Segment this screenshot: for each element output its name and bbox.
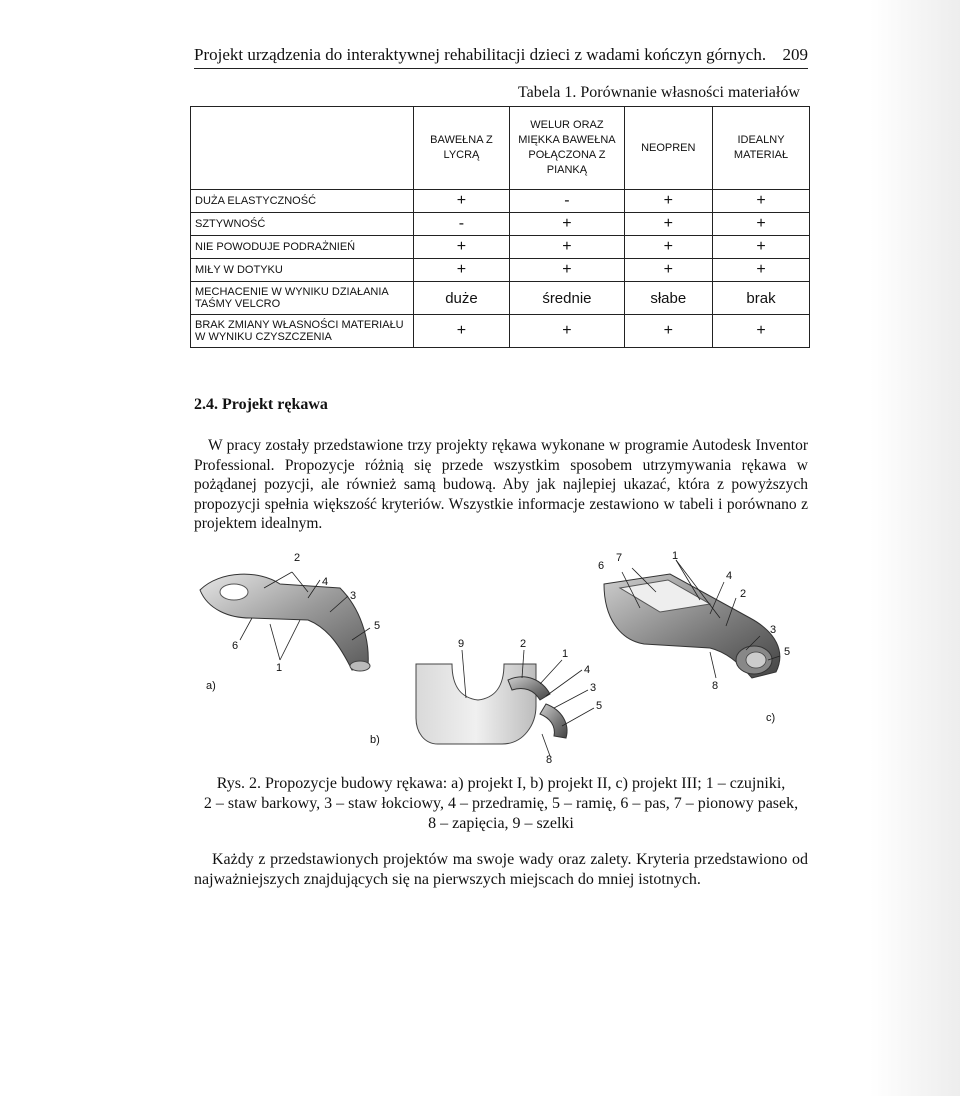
caption-line-3: 8 – zapięcia, 9 – szelki: [428, 815, 574, 832]
figure-drawing: [190, 548, 810, 770]
label-c-4: 4: [726, 570, 733, 582]
table-cell: średnie: [510, 282, 624, 315]
panel-b-letter: b): [370, 734, 380, 746]
label-c-7: 7: [616, 552, 623, 564]
label-b-5: 5: [596, 700, 603, 712]
table-cell: +: [413, 259, 510, 282]
label-c-6: 6: [598, 560, 605, 572]
figure-caption: [194, 774, 808, 834]
table-header-row: [191, 107, 810, 190]
panel-b-drawing: [416, 650, 597, 756]
label-a-2: 2: [294, 552, 301, 564]
header-cell-velour: WELUR ORAZ MIĘKKA BAWEŁNA POŁĄCZONA Z PIANKĄ: [510, 107, 624, 190]
table-cell: +: [713, 259, 810, 282]
header-cell-lycra: BAWEŁNA Z LYCRĄ: [413, 107, 510, 190]
table-cell: +: [624, 259, 713, 282]
page-number: 209: [782, 45, 808, 64]
label-c-1: 1: [672, 550, 679, 562]
panel-a-letter: a): [206, 680, 216, 692]
table-cell: +: [413, 236, 510, 259]
table-row: [191, 315, 810, 348]
table-cell: duże: [413, 282, 510, 315]
table-cell: słabe: [624, 282, 713, 315]
table-cell: +: [510, 213, 624, 236]
table-row: [191, 213, 810, 236]
table-cell: +: [413, 315, 510, 348]
table-cell: +: [713, 190, 810, 213]
header-cell-empty: [191, 107, 414, 190]
row-label: MIŁY W DOTYKU: [191, 259, 414, 282]
label-b-9: 9: [458, 638, 465, 650]
label-a-4: 4: [322, 576, 329, 588]
caption-line-1: Rys. 2. Propozycje budowy rękawa: a) projekt I, b) projekt II, c) projekt III; 1 – czujniki,: [216, 775, 786, 792]
paragraph-text: W pracy zostały przedstawione trzy projekty rękawa wykonane w programie Autodesk Inventor Professional. Propozycje różnią się przede wszystkim sposobem utrzymywania rękawa w pożądanej pozycji, ale również samą budową. Aby jak najlepiej ukazać, która z powyższych propozycji spełnia większość kryteriów. Wszystkie informacje zestawiono w tabeli i porównano z projektem idealnym.: [194, 437, 808, 532]
closing-paragraph: [194, 850, 808, 890]
row-label: NIE POWODUJE PODRAŻNIEŃ: [191, 236, 414, 259]
label-c-8: 8: [712, 680, 719, 692]
table-row: [191, 282, 810, 315]
row-label: DUŻA ELASTYCZNOŚĆ: [191, 190, 414, 213]
table-row: [191, 236, 810, 259]
table-cell: +: [713, 236, 810, 259]
table-cell: -: [413, 213, 510, 236]
label-b-8: 8: [546, 754, 553, 766]
label-b-2: 2: [520, 638, 527, 650]
label-c-5: 5: [784, 646, 791, 658]
panel-a-drawing: [200, 572, 370, 671]
table-cell: +: [713, 315, 810, 348]
sleeve-designs-figure: [190, 548, 810, 770]
running-header: [194, 44, 808, 69]
table-cell: +: [510, 259, 624, 282]
scan-edge-shadow: [870, 0, 960, 1096]
table-cell: +: [624, 190, 713, 213]
row-label: SZTYWNOŚĆ: [191, 213, 414, 236]
table-caption: Tabela 1. Porównanie własności materiałów: [518, 84, 800, 101]
label-a-6: 6: [232, 640, 239, 652]
paragraph-text: Każdy z przedstawionych projektów ma swoje wady oraz zalety. Kryteria przedstawiono od najważniejszych znajdujących się na pierwszych miejscach do mniej istotnych.: [194, 851, 808, 888]
table-cell: +: [624, 236, 713, 259]
table-cell: +: [510, 236, 624, 259]
label-b-3: 3: [590, 682, 597, 694]
header-cell-ideal: IDEALNY MATERIAŁ: [713, 107, 810, 190]
row-label: MECHACENIE W WYNIKU DZIAŁANIA TAŚMY VELCRO: [191, 282, 414, 315]
label-a-5: 5: [374, 620, 381, 632]
label-c-3: 3: [770, 624, 777, 636]
materials-comparison-table: [190, 106, 810, 348]
table-cell: +: [624, 315, 713, 348]
table-cell: +: [510, 315, 624, 348]
section-heading: 2.4. Projekt rękawa: [194, 396, 328, 413]
label-a-1: 1: [276, 662, 283, 674]
label-c-2: 2: [740, 588, 747, 600]
table-cell: +: [624, 213, 713, 236]
header-cell-neoprene: NEOPREN: [624, 107, 713, 190]
row-label: BRAK ZMIANY WŁASNOŚCI MATERIAŁU W WYNIKU CZYSZCZENIA: [191, 315, 414, 348]
panel-c-drawing: [604, 560, 780, 678]
label-a-3: 3: [350, 590, 357, 602]
panel-c-letter: c): [766, 712, 776, 724]
table-cell: brak: [713, 282, 810, 315]
caption-line-2: 2 – staw barkowy, 3 – staw łokciowy, 4 – przedramię, 5 – ramię, 6 – pas, 7 – pionowy pasek,: [203, 795, 799, 812]
table-row: [191, 259, 810, 282]
label-b-4: 4: [584, 664, 591, 676]
table-cell: +: [413, 190, 510, 213]
label-b-1: 1: [562, 648, 569, 660]
table-cell: +: [713, 213, 810, 236]
table-cell: -: [510, 190, 624, 213]
section-paragraph: [194, 436, 808, 534]
header-title: Projekt urządzenia do interaktywnej rehabilitacji dzieci z wadami kończyn górnych.: [194, 45, 767, 64]
table-row: [191, 190, 810, 213]
